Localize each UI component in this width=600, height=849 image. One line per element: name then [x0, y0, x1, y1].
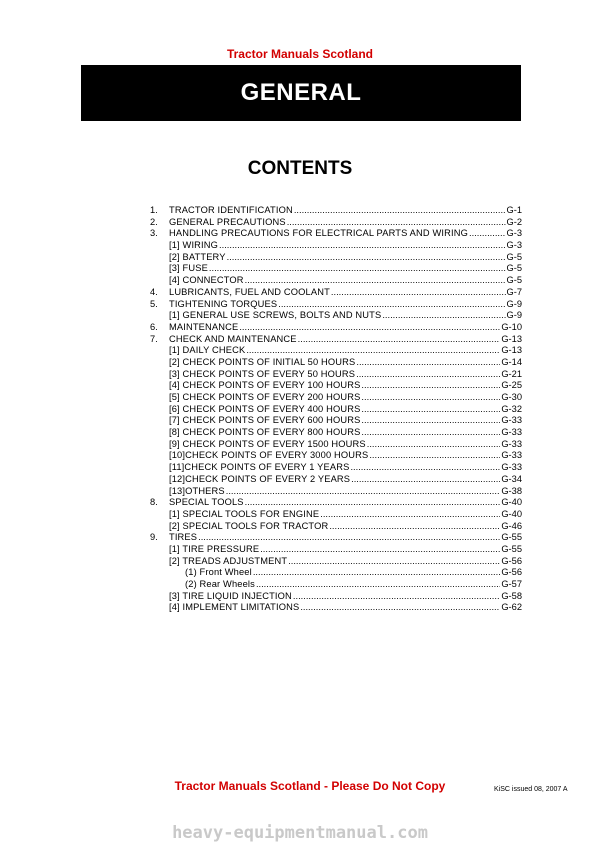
header-brand-text: Tractor Manuals Scotland: [226, 47, 374, 61]
toc-entry-page: G-5: [506, 275, 522, 286]
toc-entry[interactable]: [150, 369, 522, 381]
toc-dot-leader: [351, 474, 500, 486]
toc-entry[interactable]: [150, 579, 522, 591]
toc-entry[interactable]: [150, 252, 522, 264]
toc-entry[interactable]: [150, 322, 522, 334]
toc-entry-page: G-40: [501, 508, 522, 519]
toc-entry[interactable]: [150, 404, 522, 416]
toc-entry-title: [4] CHECK POINTS OF EVERY 100 HOURS: [169, 380, 361, 391]
toc-entry-page: G-30: [501, 392, 522, 402]
toc-entry-page: G-21: [501, 368, 522, 379]
toc-dot-leader: [293, 591, 500, 603]
toc-entry-page: G-9: [506, 310, 522, 321]
toc-entry-title: TIGHTENING TORQUES: [169, 298, 278, 309]
toc-entry-number: 4.: [150, 286, 158, 297]
toc-entry-page: G-3: [506, 228, 522, 239]
toc-entry[interactable]: [150, 532, 522, 544]
toc-entry-page: G-34: [501, 473, 522, 484]
toc-entry-number: 3.: [150, 228, 158, 239]
toc-entry-number: 5.: [150, 298, 158, 309]
toc-dot-leader: [331, 287, 506, 299]
toc-entry-page: G-38: [501, 485, 522, 496]
toc-entry-title: [4] CONNECTOR: [169, 275, 244, 286]
toc-entry-title: [9] CHECK POINTS OF EVERY 1500 HOURS: [169, 438, 366, 449]
toc-entry-number: 2.: [150, 216, 158, 227]
toc-entry-title: (1) Front Wheel: [185, 567, 252, 578]
toc-entry-title: GENERAL PRECAUTIONS: [169, 216, 286, 227]
toc-dot-leader: [253, 567, 500, 579]
toc-entry[interactable]: [150, 486, 522, 498]
toc-entry[interactable]: [150, 602, 522, 614]
toc-entry-page: G-33: [501, 450, 522, 461]
toc-entry-title: [13]OTHERS: [169, 485, 225, 496]
toc-entry-number: 1.: [150, 205, 158, 215]
toc-entry-title: HANDLING PRECAUTIONS FOR ELECTRICAL PARTS AND WIRING: [169, 228, 468, 239]
toc-entry-page: G-62: [501, 602, 522, 613]
watermark-text: heavy-equipmentmanual.com: [172, 823, 428, 843]
toc-entry-page: G-32: [501, 403, 522, 414]
toc-entry-title: [12]CHECK POINTS OF EVERY 2 YEARS: [169, 473, 351, 484]
toc-entry-title: SPECIAL TOOLS: [169, 497, 244, 508]
toc-entry-page: G-25: [501, 380, 522, 391]
toc-entry[interactable]: [150, 275, 522, 287]
toc-entry-page: G-5: [506, 251, 522, 262]
toc-entry[interactable]: [150, 299, 522, 311]
toc-entry-page: G-55: [501, 532, 522, 543]
footer-brand-text: Tractor Manuals Scotland - Please Do Not Copy: [174, 779, 446, 793]
toc-dot-leader: [361, 380, 500, 392]
toc-dot-leader: [245, 497, 501, 509]
toc-entry-title: [11]CHECK POINTS OF EVERY 1 YEARS: [169, 462, 350, 473]
toc-entry-title: [2] BATTERY: [169, 251, 226, 262]
toc-entry-title: [1] TIRE PRESSURE: [169, 543, 260, 554]
toc-entry-title: [1] SPECIAL TOOLS FOR ENGINE: [169, 508, 320, 519]
toc-entry-page: G-33: [501, 462, 522, 473]
contents-heading: CONTENTS: [247, 158, 353, 179]
toc-entry[interactable]: [150, 439, 522, 451]
toc-dot-leader: [382, 310, 505, 322]
toc-entry-page: G-40: [501, 497, 522, 508]
toc-dot-leader: [361, 404, 500, 416]
toc-entry[interactable]: [150, 556, 522, 568]
toc-entry-page: G-10: [501, 321, 522, 332]
toc-entry-title: [7] CHECK POINTS OF EVERY 600 HOURS: [169, 415, 361, 426]
toc-dot-leader: [239, 322, 500, 334]
toc-entry-page: G-58: [501, 590, 522, 601]
toc-entry-title: [2] TREADS ADJUSTMENT: [169, 555, 288, 566]
toc-dot-leader: [246, 345, 500, 357]
toc-entry[interactable]: [150, 474, 522, 486]
toc-entry[interactable]: [150, 509, 522, 521]
toc-dot-leader: [300, 602, 500, 614]
toc-dot-leader: [329, 521, 500, 533]
toc-entry-number: 9.: [150, 532, 158, 543]
toc-entry-title: [1] GENERAL USE SCREWS, BOLTS AND NUTS: [169, 310, 382, 321]
toc-entry-page: G-57: [501, 579, 522, 589]
toc-dot-leader: [320, 509, 500, 521]
toc-entry-page: G-55: [501, 543, 522, 554]
toc-entry-title: [1] DAILY CHECK: [169, 345, 246, 356]
toc-entry-title: [3] FUSE: [169, 263, 208, 274]
toc-entry-page: G-5: [506, 263, 522, 274]
toc-entry-title: [2] SPECIAL TOOLS FOR TRACTOR: [169, 520, 329, 531]
toc-entry-title: (2) Rear Wheels: [185, 579, 255, 589]
toc-dot-leader: [361, 392, 500, 404]
toc-entry-page: G-33: [501, 427, 522, 438]
toc-entry[interactable]: [150, 263, 522, 275]
table-of-contents: [150, 205, 522, 614]
toc-entry-number: 7.: [150, 333, 158, 344]
toc-dot-leader: [209, 263, 506, 275]
toc-entry[interactable]: [150, 392, 522, 404]
toc-entry-page: G-13: [501, 333, 522, 344]
toc-entry-page: G-2: [506, 216, 522, 227]
toc-entry[interactable]: [150, 287, 522, 299]
toc-entry-title: [4] IMPLEMENT LIMITATIONS: [169, 602, 300, 613]
toc-dot-leader: [227, 252, 506, 264]
toc-dot-leader: [256, 579, 500, 591]
toc-entry[interactable]: [150, 380, 522, 392]
toc-entry-page: G-46: [501, 520, 522, 531]
issue-label: KiSC issued 08, 2007 A: [494, 786, 568, 793]
toc-entry-title: [6] CHECK POINTS OF EVERY 400 HOURS: [169, 403, 361, 414]
toc-dot-leader: [356, 357, 500, 369]
toc-entry[interactable]: [150, 357, 522, 369]
toc-dot-leader: [350, 462, 500, 474]
toc-entry-page: G-14: [501, 356, 522, 367]
toc-entry-title: [2] CHECK POINTS OF INITIAL 50 HOURS: [169, 356, 356, 367]
toc-entry-page: G-56: [501, 567, 522, 578]
toc-dot-leader: [469, 228, 506, 240]
toc-entry[interactable]: [150, 310, 522, 322]
toc-entry[interactable]: [150, 521, 522, 533]
toc-entry-title: [3] TIRE LIQUID INJECTION: [169, 590, 292, 601]
toc-entry-title: CHECK AND MAINTENANCE: [169, 333, 297, 344]
toc-entry-page: G-33: [501, 415, 522, 426]
toc-entry[interactable]: [150, 334, 522, 346]
toc-entry-page: G-56: [501, 555, 522, 566]
toc-entry-number: 8.: [150, 497, 158, 508]
toc-dot-leader: [298, 334, 501, 346]
toc-entry[interactable]: [150, 217, 522, 229]
toc-dot-leader: [219, 240, 505, 252]
section-title: GENERAL: [240, 79, 362, 106]
toc-entry-title: LUBRICANTS, FUEL AND COOLANT: [169, 286, 330, 297]
toc-dot-leader: [356, 369, 500, 381]
toc-entry[interactable]: [150, 240, 522, 252]
toc-entry-title: MAINTENANCE: [169, 321, 239, 332]
toc-dot-leader: [226, 486, 501, 498]
toc-entry-title: [3] CHECK POINTS OF EVERY 50 HOURS: [169, 368, 356, 379]
toc-entry-page: G-13: [501, 345, 522, 356]
toc-entry-page: G-3: [506, 240, 522, 251]
toc-dot-leader: [361, 415, 500, 427]
toc-dot-leader: [198, 532, 500, 544]
toc-dot-leader: [278, 299, 505, 311]
toc-dot-leader: [294, 205, 506, 217]
toc-entry-title: TIRES: [169, 532, 198, 543]
toc-entry[interactable]: [150, 462, 522, 474]
toc-entry[interactable]: [150, 544, 522, 556]
toc-entry-page: G-1: [506, 205, 522, 215]
toc-entry[interactable]: [150, 205, 522, 217]
toc-entry-title: [5] CHECK POINTS OF EVERY 200 HOURS: [169, 392, 361, 402]
section-banner: [81, 65, 521, 121]
toc-dot-leader: [369, 450, 500, 462]
toc-entry[interactable]: [150, 591, 522, 603]
toc-entry-title: [10]CHECK POINTS OF EVERY 3000 HOURS: [169, 450, 369, 461]
toc-dot-leader: [288, 556, 500, 568]
toc-entry-page: G-33: [501, 438, 522, 449]
toc-entry-page: G-7: [506, 286, 522, 297]
toc-entry-title: [1] WIRING: [169, 240, 219, 251]
toc-entry[interactable]: [150, 450, 522, 462]
toc-entry-title: TRACTOR IDENTIFICATION: [169, 205, 293, 215]
toc-entry[interactable]: [150, 228, 522, 240]
toc-dot-leader: [260, 544, 500, 556]
toc-dot-leader: [367, 439, 501, 451]
toc-entry[interactable]: [150, 567, 522, 579]
toc-entry[interactable]: [150, 345, 522, 357]
toc-dot-leader: [287, 217, 506, 229]
toc-entry[interactable]: [150, 497, 522, 509]
toc-entry[interactable]: [150, 427, 522, 439]
toc-dot-leader: [245, 275, 506, 287]
toc-entry[interactable]: [150, 415, 522, 427]
toc-entry-title: [8] CHECK POINTS OF EVERY 800 HOURS: [169, 427, 361, 438]
toc-entry-number: 6.: [150, 321, 158, 332]
toc-dot-leader: [361, 427, 500, 439]
toc-entry-page: G-9: [506, 298, 522, 309]
